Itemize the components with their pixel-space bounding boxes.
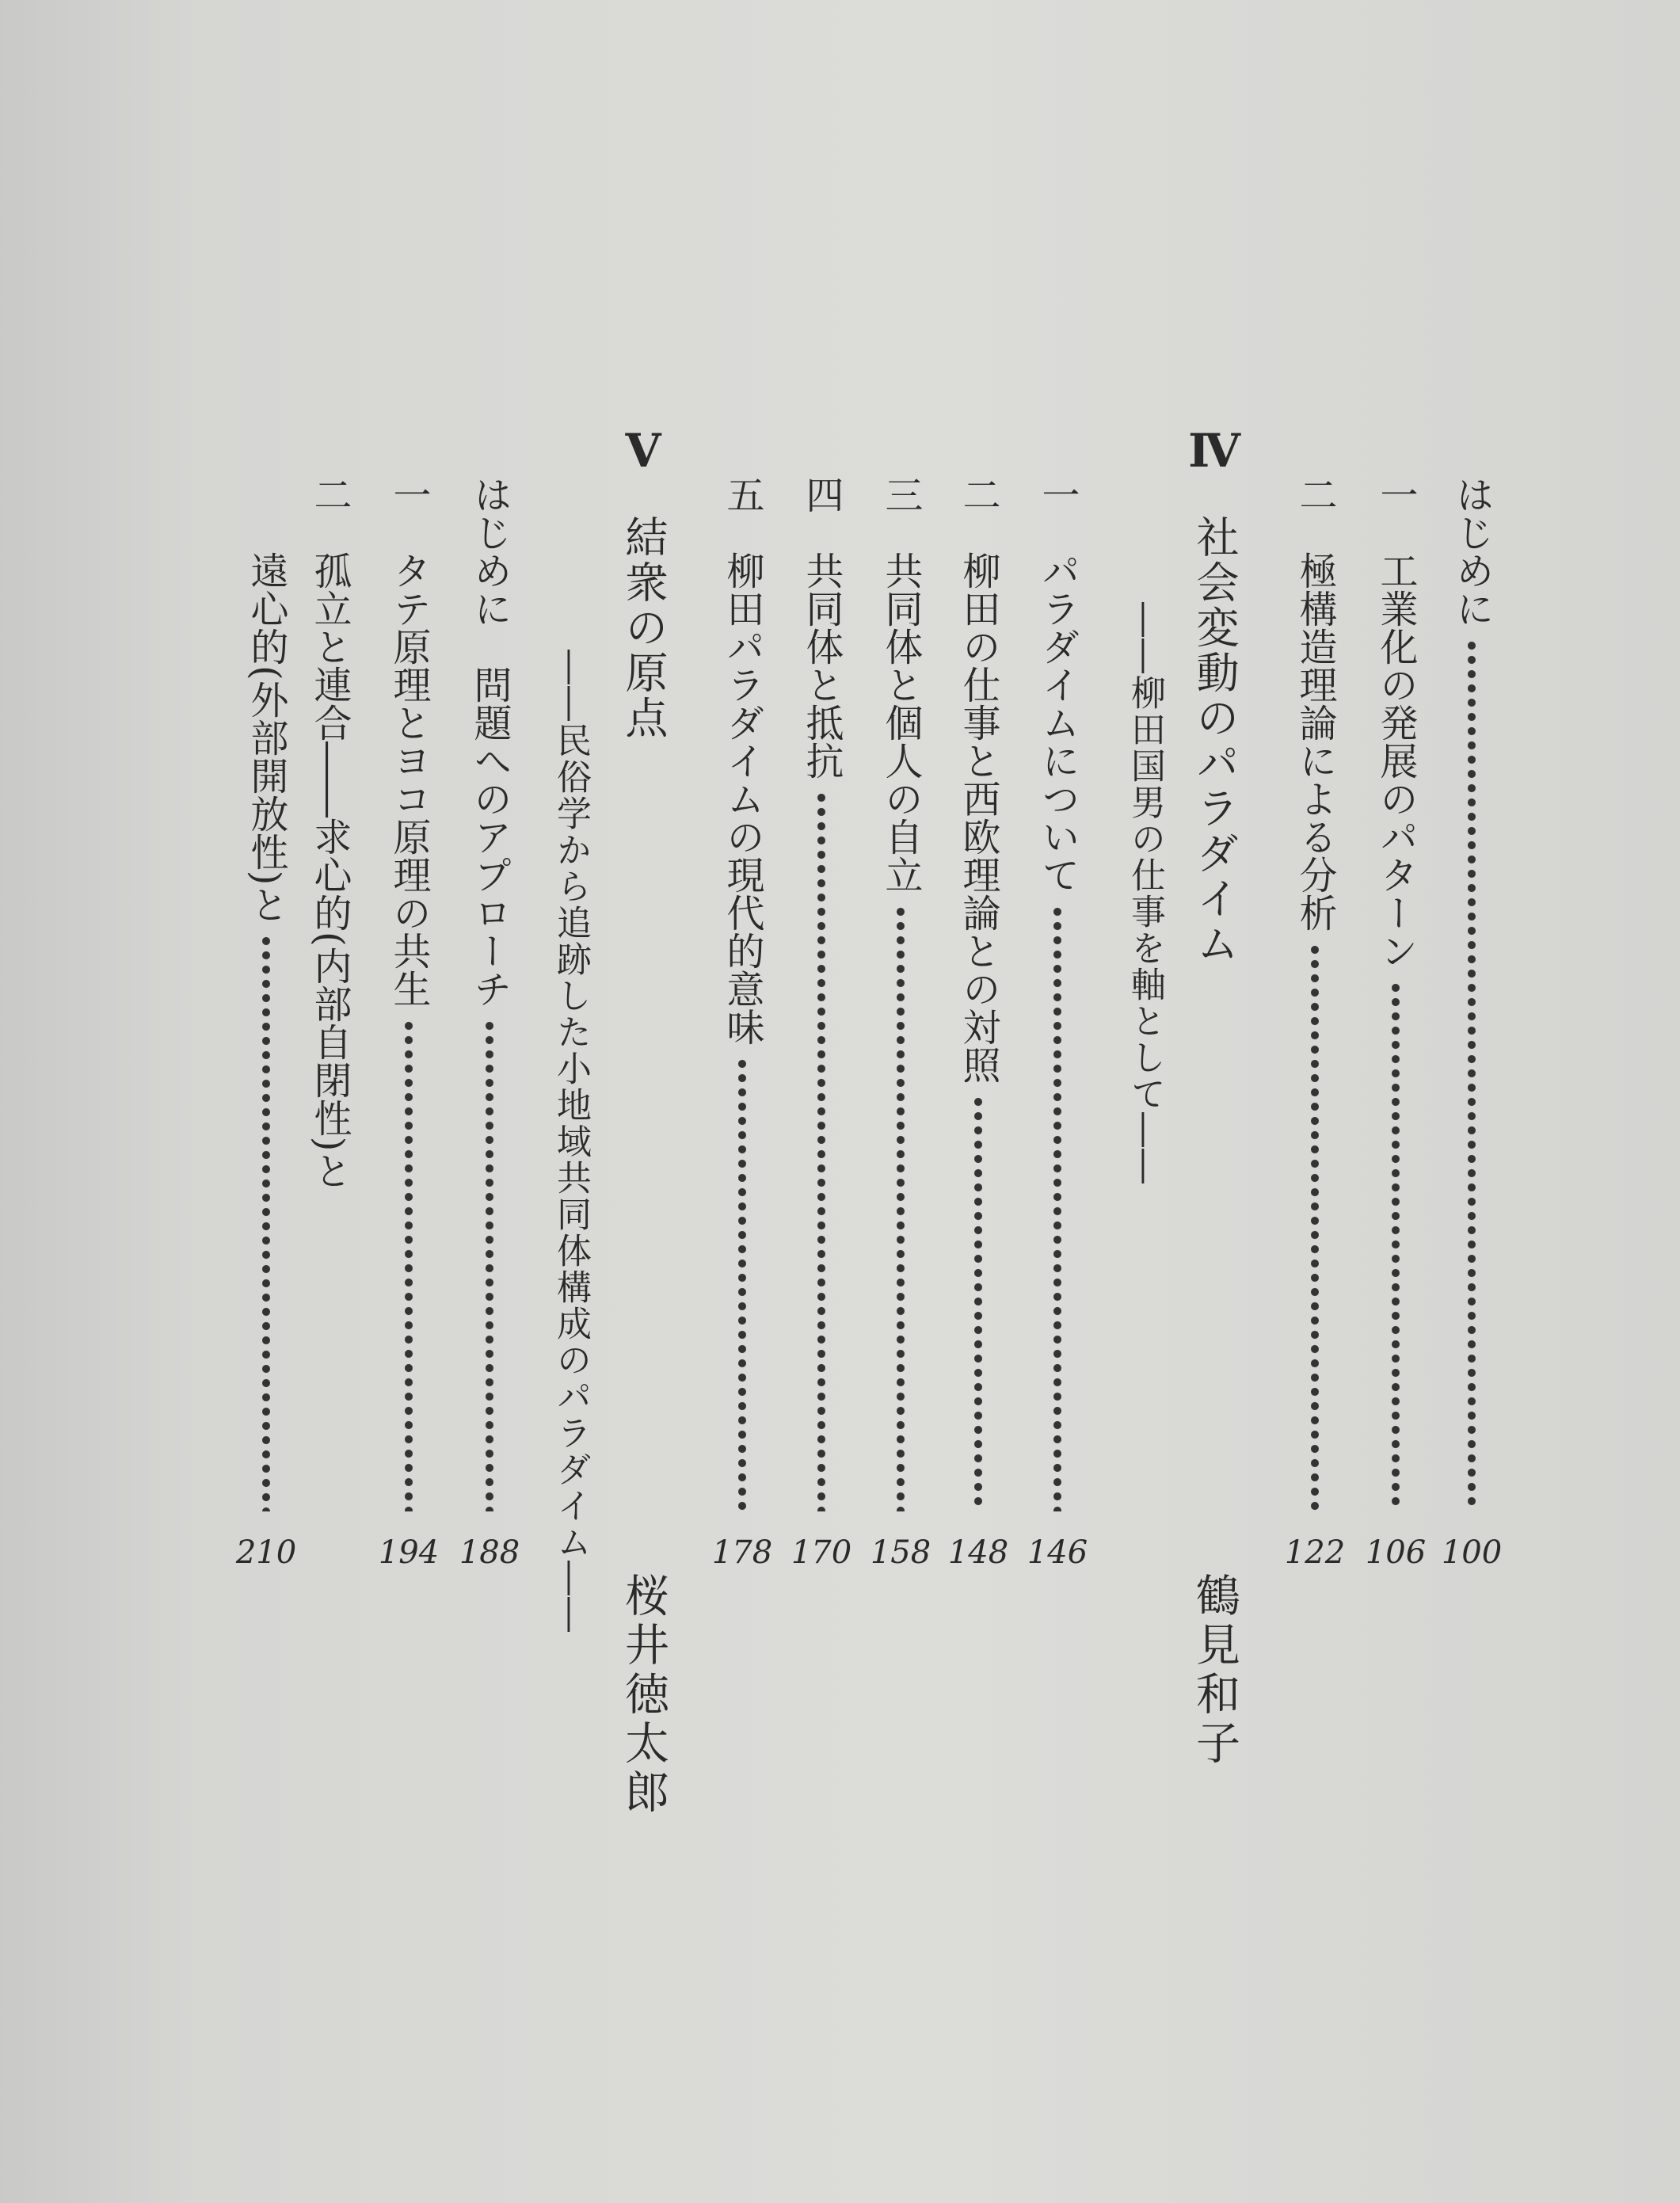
toc-entry-1 <box>1364 475 1427 1571</box>
dot-leader <box>1026 905 1089 1511</box>
dot-leader <box>234 934 298 1511</box>
entry-page: 122 <box>1284 1534 1346 1571</box>
entry-page: 210 <box>235 1534 297 1571</box>
entry-page: 106 <box>1365 1534 1427 1571</box>
entry-label: 五 柳田パラダイムの現代的意味 <box>720 475 764 1046</box>
entry-label: 一 工業化の発展のパターン <box>1373 475 1418 970</box>
dot-leader <box>869 905 932 1511</box>
toc-entry-7 <box>710 475 774 1571</box>
chapter-4-title: 社会変動のパラダイム <box>1190 515 1240 966</box>
dot-leader <box>947 1095 1010 1511</box>
toc-entry-intro-5 <box>458 475 521 1571</box>
entry-page: 194 <box>378 1534 440 1571</box>
entry-label: 二 孤立と連合――求心的(内部自閉性)と <box>307 475 352 1190</box>
entry-page: 146 <box>1027 1534 1088 1571</box>
entry-page: 170 <box>790 1534 852 1571</box>
chapter-5-author: 桜井徳太郎 <box>618 1572 669 1818</box>
entry-label: 遠心的(外部開放性)と <box>244 475 288 924</box>
chapter-4-numeral: Ⅳ <box>1188 424 1240 478</box>
toc-entry-3 <box>1026 475 1089 1571</box>
entry-label: 四 共同体と抵抗 <box>799 475 844 779</box>
dot-leader <box>1283 943 1347 1511</box>
toc-entry-5 <box>869 475 932 1571</box>
entry-label: はじめに 問題へのアプローチ <box>467 475 512 1008</box>
entry-label: 一 パラダイムについて <box>1035 475 1080 894</box>
entry-label: 一 タテ原理とヨコ原理の共生 <box>387 475 431 1008</box>
chapter-4-author: 鶴見和子 <box>1189 1572 1240 1769</box>
dot-leader <box>1364 981 1427 1511</box>
chapter-5-numeral: Ⅴ <box>625 424 661 478</box>
dot-leader <box>790 791 853 1511</box>
toc-entry-9 <box>377 475 440 1571</box>
entry-label: 二 極構造理論による分析 <box>1293 475 1337 932</box>
dot-leader <box>377 1019 440 1511</box>
toc-entry-10-continued <box>234 475 298 1571</box>
chapter-4-subtitle: ――柳田国男の仕事を軸として―― <box>1125 602 1165 1185</box>
toc-entry-2 <box>1283 475 1347 1571</box>
dot-leader <box>710 1057 774 1511</box>
dot-leader <box>458 1019 521 1511</box>
toc-entry-intro-1 <box>1440 475 1503 1571</box>
entry-page: 100 <box>1441 1534 1503 1571</box>
dot-leader <box>1440 638 1503 1511</box>
entry-page: 178 <box>711 1534 773 1571</box>
entry-label: はじめに <box>1450 475 1494 627</box>
entry-page: 158 <box>870 1534 931 1571</box>
entry-page: 148 <box>947 1534 1009 1571</box>
entry-label: 三 共同体と個人の自立 <box>878 475 923 894</box>
chapter-5-title: 結衆の原点 <box>619 515 669 741</box>
entry-label: 二 柳田の仕事と西欧理論との対照 <box>956 475 1000 1084</box>
toc-entry-10 <box>298 475 361 1521</box>
chapter-5-subtitle: ――民俗学から追跡した小地域共同体構成のパラダイム―― <box>550 650 591 1633</box>
toc-entry-6 <box>790 475 853 1571</box>
entry-page: 188 <box>459 1534 520 1571</box>
toc-entry-4 <box>947 475 1010 1571</box>
